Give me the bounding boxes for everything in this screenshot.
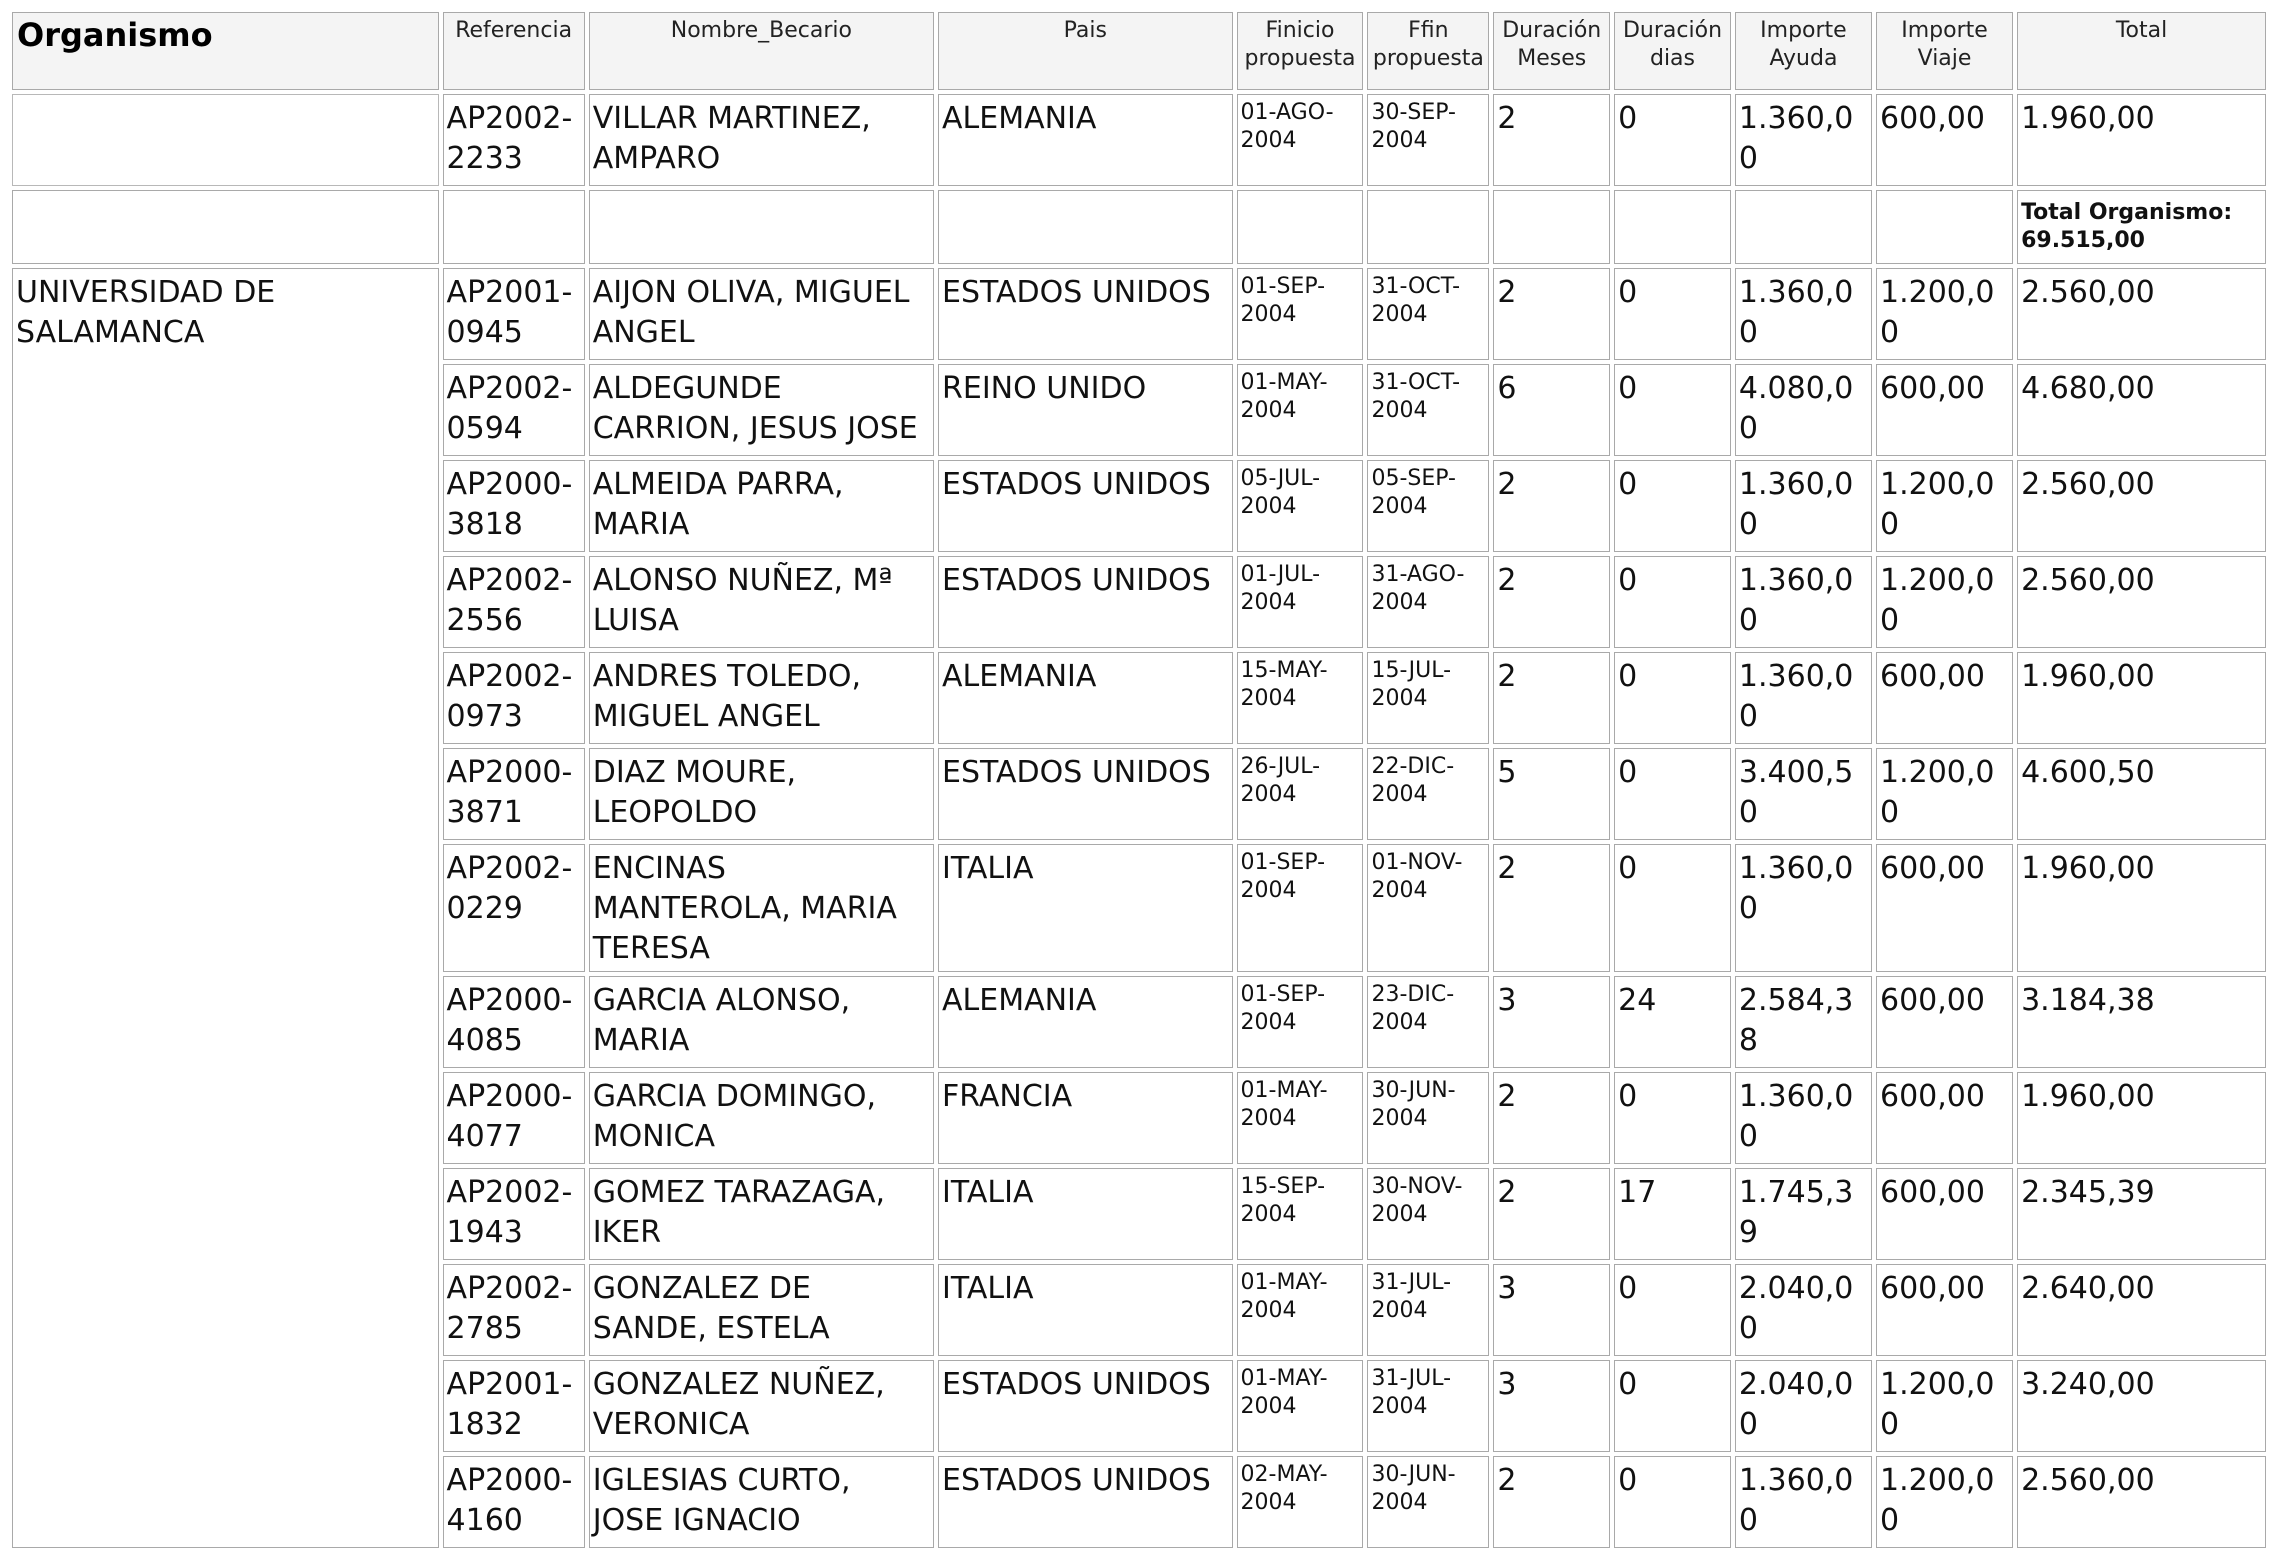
cell-ffin: 30-NOV-2004 — [1367, 1168, 1489, 1260]
organismo-cell-empty — [12, 94, 439, 186]
cell-ayuda: 4.080,00 — [1735, 364, 1872, 456]
cell-dias: 17 — [1614, 1168, 1731, 1260]
cell-ffin: 31-OCT-2004 — [1367, 268, 1489, 360]
cell-referencia: AP2000-4077 — [443, 1072, 585, 1164]
cell-viaje: 1.200,00 — [1876, 460, 2013, 552]
cell-dias: 0 — [1614, 1456, 1731, 1548]
cell-total: 4.600,50 — [2017, 748, 2266, 840]
cell-ayuda: 1.360,00 — [1735, 652, 1872, 744]
cell-meses: 2 — [1493, 844, 1610, 972]
cell-pais: ALEMANIA — [938, 652, 1233, 744]
cell-viaje: 600,00 — [1876, 652, 2013, 744]
header-importe-viaje: Importe Viaje — [1876, 12, 2013, 90]
empty-cell — [1493, 190, 1610, 264]
cell-meses: 2 — [1493, 556, 1610, 648]
cell-nombre: GARCIA DOMINGO, MONICA — [589, 1072, 934, 1164]
cell-referencia: AP2000-3818 — [443, 460, 585, 552]
cell-ffin: 23-DIC-2004 — [1367, 976, 1489, 1068]
cell-pais: ESTADOS UNIDOS — [938, 556, 1233, 648]
cell-ayuda: 1.360,00 — [1735, 268, 1872, 360]
cell-finicio: 26-JUL-2004 — [1237, 748, 1364, 840]
cell-viaje: 1.200,00 — [1876, 1456, 2013, 1548]
cell-ayuda: 3.400,50 — [1735, 748, 1872, 840]
cell-pais: ITALIA — [938, 844, 1233, 972]
cell-referencia: AP2000-3871 — [443, 748, 585, 840]
cell-finicio: 15-SEP-2004 — [1237, 1168, 1364, 1260]
cell-ayuda: 1.360,00 — [1735, 1072, 1872, 1164]
cell-ayuda: 1.360,00 — [1735, 556, 1872, 648]
becas-table — [8, 8, 2270, 1552]
header-duracion-dias: Duración dias — [1614, 12, 1731, 90]
cell-nombre: ALONSO NUÑEZ, Mª LUISA — [589, 556, 934, 648]
cell-referencia: AP2001-0945 — [443, 268, 585, 360]
cell-meses: 2 — [1493, 268, 1610, 360]
cell-nombre: GONZALEZ DE SANDE, ESTELA — [589, 1264, 934, 1356]
empty-cell — [1614, 190, 1731, 264]
cell-viaje: 1.200,00 — [1876, 1360, 2013, 1452]
cell-ffin: 05-SEP-2004 — [1367, 460, 1489, 552]
header-ffin: Ffin propuesta — [1367, 12, 1489, 90]
cell-ayuda: 2.040,00 — [1735, 1264, 1872, 1356]
cell-dias: 0 — [1614, 268, 1731, 360]
cell-referencia: AP2002-0229 — [443, 844, 585, 972]
cell-meses: 2 — [1493, 652, 1610, 744]
cell-finicio: 01-SEP-2004 — [1237, 268, 1364, 360]
cell-ffin: 31-JUL-2004 — [1367, 1264, 1489, 1356]
cell-meses: 6 — [1493, 364, 1610, 456]
organismo-cell: UNIVERSIDAD DE SALAMANCA — [12, 268, 439, 1548]
cell-meses: 2 — [1493, 94, 1610, 186]
header-row — [12, 12, 2266, 90]
cell-finicio: 05-JUL-2004 — [1237, 460, 1364, 552]
header-finicio: Finicio propuesta — [1237, 12, 1364, 90]
cell-total: 1.960,00 — [2017, 1072, 2266, 1164]
empty-cell — [589, 190, 934, 264]
cell-viaje: 600,00 — [1876, 976, 2013, 1068]
header-duracion-meses: Duración Meses — [1493, 12, 1610, 90]
cell-pais: ESTADOS UNIDOS — [938, 268, 1233, 360]
cell-referencia: AP2002-2556 — [443, 556, 585, 648]
cell-referencia: AP2002-1943 — [443, 1168, 585, 1260]
cell-total: 3.240,00 — [2017, 1360, 2266, 1452]
header-organismo: Organismo — [12, 12, 439, 90]
cell-viaje: 600,00 — [1876, 364, 2013, 456]
cell-meses: 3 — [1493, 1264, 1610, 1356]
cell-pais: ESTADOS UNIDOS — [938, 460, 1233, 552]
cell-pais: ESTADOS UNIDOS — [938, 1456, 1233, 1548]
cell-finicio: 01-MAY-2004 — [1237, 1072, 1364, 1164]
cell-ayuda: 1.360,00 — [1735, 460, 1872, 552]
cell-dias: 0 — [1614, 844, 1731, 972]
empty-cell — [1735, 190, 1872, 264]
cell-meses: 2 — [1493, 460, 1610, 552]
cell-total: 1.960,00 — [2017, 94, 2266, 186]
cell-ayuda: 2.040,00 — [1735, 1360, 1872, 1452]
cell-ffin: 01-NOV-2004 — [1367, 844, 1489, 972]
empty-cell — [938, 190, 1233, 264]
cell-nombre: DIAZ MOURE, LEOPOLDO — [589, 748, 934, 840]
cell-ayuda: 2.584,38 — [1735, 976, 1872, 1068]
empty-cell — [1876, 190, 2013, 264]
cell-pais: FRANCIA — [938, 1072, 1233, 1164]
cell-ayuda: 1.360,00 — [1735, 1456, 1872, 1548]
cell-nombre: ALDEGUNDE CARRION, JESUS JOSE — [589, 364, 934, 456]
cell-ffin: 22-DIC-2004 — [1367, 748, 1489, 840]
cell-nombre: GONZALEZ NUÑEZ, VERONICA — [589, 1360, 934, 1452]
cell-dias: 0 — [1614, 460, 1731, 552]
cell-pais: ALEMANIA — [938, 976, 1233, 1068]
cell-meses: 3 — [1493, 1360, 1610, 1452]
header-pais: Pais — [938, 12, 1233, 90]
cell-dias: 0 — [1614, 556, 1731, 648]
cell-total: 2.640,00 — [2017, 1264, 2266, 1356]
cell-total: 3.184,38 — [2017, 976, 2266, 1068]
cell-ffin: 31-JUL-2004 — [1367, 1360, 1489, 1452]
cell-total: 1.960,00 — [2017, 652, 2266, 744]
cell-viaje: 600,00 — [1876, 1168, 2013, 1260]
cell-meses: 2 — [1493, 1072, 1610, 1164]
cell-total: 2.560,00 — [2017, 460, 2266, 552]
cell-ffin: 15-JUL-2004 — [1367, 652, 1489, 744]
cell-ffin: 30-JUN-2004 — [1367, 1072, 1489, 1164]
cell-finicio: 01-SEP-2004 — [1237, 844, 1364, 972]
cell-pais: ITALIA — [938, 1264, 1233, 1356]
empty-cell — [12, 190, 439, 264]
cell-meses: 5 — [1493, 748, 1610, 840]
cell-viaje: 600,00 — [1876, 844, 2013, 972]
cell-finicio: 01-MAY-2004 — [1237, 1264, 1364, 1356]
cell-nombre: AIJON OLIVA, MIGUEL ANGEL — [589, 268, 934, 360]
cell-dias: 0 — [1614, 1360, 1731, 1452]
cell-nombre: VILLAR MARTINEZ, AMPARO — [589, 94, 934, 186]
cell-ffin: 30-JUN-2004 — [1367, 1456, 1489, 1548]
cell-ayuda: 1.360,00 — [1735, 844, 1872, 972]
cell-finicio: 01-MAY-2004 — [1237, 364, 1364, 456]
table-row — [12, 268, 2266, 360]
cell-pais: ESTADOS UNIDOS — [938, 1360, 1233, 1452]
cell-ffin: 31-AGO-2004 — [1367, 556, 1489, 648]
cell-nombre: ENCINAS MANTEROLA, MARIA TERESA — [589, 844, 934, 972]
cell-nombre: GARCIA ALONSO, MARIA — [589, 976, 934, 1068]
cell-dias: 0 — [1614, 748, 1731, 840]
header-nombre: Nombre_Becario — [589, 12, 934, 90]
table-row — [12, 94, 2266, 186]
header-referencia: Referencia — [443, 12, 585, 90]
cell-dias: 0 — [1614, 1072, 1731, 1164]
header-importe-ayuda: Importe Ayuda — [1735, 12, 1872, 90]
total-organismo: Total Organismo: 69.515,00 — [2017, 190, 2266, 264]
cell-dias: 0 — [1614, 364, 1731, 456]
cell-viaje: 1.200,00 — [1876, 556, 2013, 648]
cell-ffin: 30-SEP-2004 — [1367, 94, 1489, 186]
cell-ffin: 31-OCT-2004 — [1367, 364, 1489, 456]
cell-finicio: 02-MAY-2004 — [1237, 1456, 1364, 1548]
cell-total: 2.345,39 — [2017, 1168, 2266, 1260]
cell-referencia: AP2000-4085 — [443, 976, 585, 1068]
cell-viaje: 1.200,00 — [1876, 268, 2013, 360]
cell-finicio: 15-MAY-2004 — [1237, 652, 1364, 744]
cell-referencia: AP2002-2233 — [443, 94, 585, 186]
cell-nombre: ALMEIDA PARRA, MARIA — [589, 460, 934, 552]
cell-pais: ITALIA — [938, 1168, 1233, 1260]
cell-dias: 24 — [1614, 976, 1731, 1068]
cell-viaje: 1.200,00 — [1876, 748, 2013, 840]
cell-pais: ESTADOS UNIDOS — [938, 748, 1233, 840]
cell-meses: 2 — [1493, 1456, 1610, 1548]
empty-cell — [1367, 190, 1489, 264]
cell-nombre: GOMEZ TARAZAGA, IKER — [589, 1168, 934, 1260]
cell-viaje: 600,00 — [1876, 1264, 2013, 1356]
cell-referencia: AP2002-0973 — [443, 652, 585, 744]
cell-referencia: AP2001-1832 — [443, 1360, 585, 1452]
cell-meses: 3 — [1493, 976, 1610, 1068]
cell-total: 2.560,00 — [2017, 268, 2266, 360]
cell-meses: 2 — [1493, 1168, 1610, 1260]
empty-cell — [443, 190, 585, 264]
cell-dias: 0 — [1614, 1264, 1731, 1356]
cell-total: 4.680,00 — [2017, 364, 2266, 456]
cell-pais: ALEMANIA — [938, 94, 1233, 186]
cell-pais: REINO UNIDO — [938, 364, 1233, 456]
cell-total: 2.560,00 — [2017, 556, 2266, 648]
empty-cell — [1237, 190, 1364, 264]
cell-nombre: ANDRES TOLEDO, MIGUEL ANGEL — [589, 652, 934, 744]
cell-referencia: AP2002-2785 — [443, 1264, 585, 1356]
cell-viaje: 600,00 — [1876, 1072, 2013, 1164]
cell-dias: 0 — [1614, 94, 1731, 186]
subtotal-row — [12, 190, 2266, 264]
cell-total: 1.960,00 — [2017, 844, 2266, 972]
cell-dias: 0 — [1614, 652, 1731, 744]
cell-finicio: 01-MAY-2004 — [1237, 1360, 1364, 1452]
cell-finicio: 01-AGO-2004 — [1237, 94, 1364, 186]
header-total: Total — [2017, 12, 2266, 90]
cell-finicio: 01-SEP-2004 — [1237, 976, 1364, 1068]
cell-nombre: IGLESIAS CURTO, JOSE IGNACIO — [589, 1456, 934, 1548]
cell-ayuda: 1.360,00 — [1735, 94, 1872, 186]
cell-finicio: 01-JUL-2004 — [1237, 556, 1364, 648]
cell-total: 2.560,00 — [2017, 1456, 2266, 1548]
cell-viaje: 600,00 — [1876, 94, 2013, 186]
cell-referencia: AP2002-0594 — [443, 364, 585, 456]
cell-ayuda: 1.745,39 — [1735, 1168, 1872, 1260]
cell-referencia: AP2000-4160 — [443, 1456, 585, 1548]
